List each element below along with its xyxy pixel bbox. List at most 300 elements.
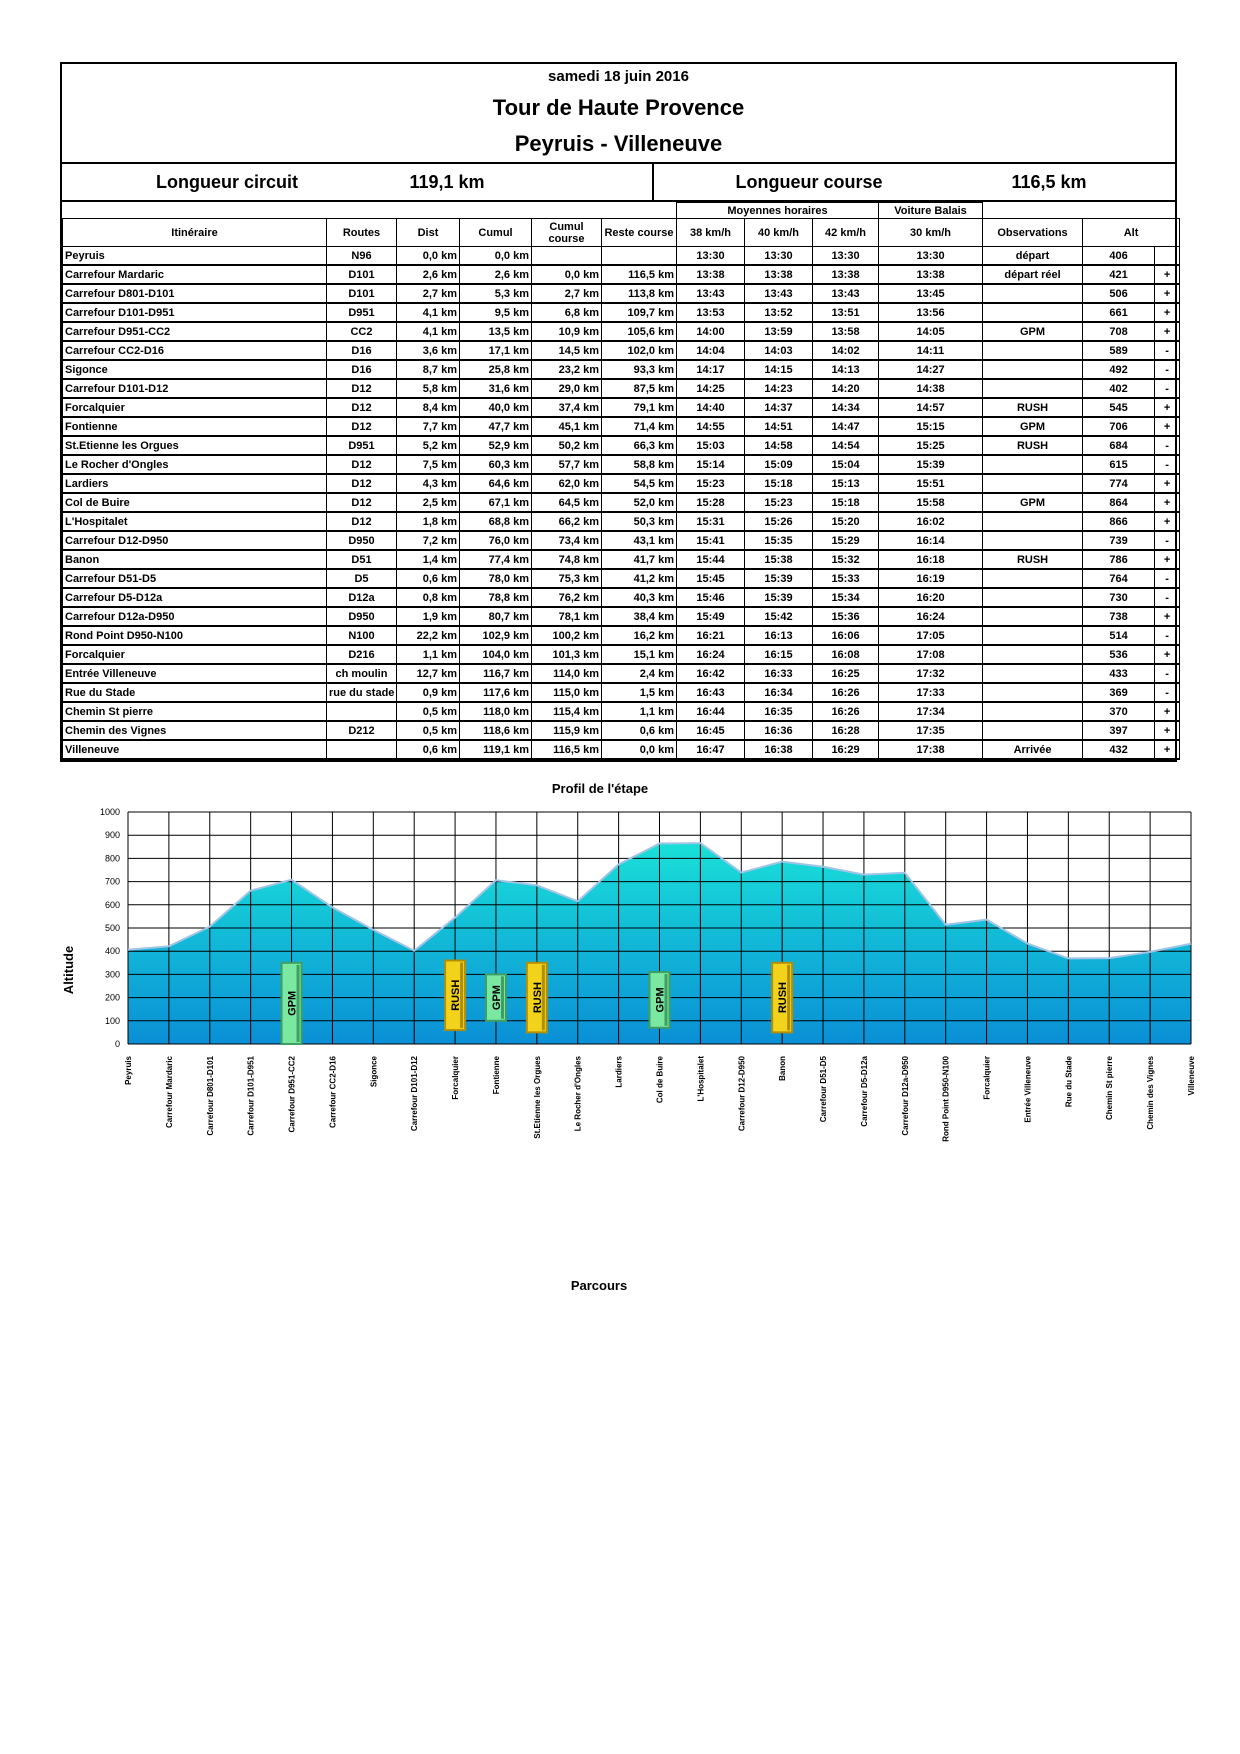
cell-it: Carrefour D101-D951 [63,303,327,322]
cell-sg: + [1155,474,1180,493]
cell-rc: 50,3 km [602,512,677,531]
schedule-sheet [60,62,1177,762]
table-row [63,436,1180,455]
y-tick-label: 100 [104,1015,120,1026]
col-reste-course: Reste course [602,219,677,247]
x-tick-label: L'Hospitalet [696,1056,706,1102]
race-title: Tour de Haute Provence [492,95,745,120]
cell-t40: 15:26 [745,512,813,531]
cell-sg: + [1155,322,1180,341]
cell-dist: 2,6 km [397,265,460,284]
cell-t40: 14:15 [745,360,813,379]
cell-t40: 16:36 [745,721,813,740]
col-dist: Dist [397,219,460,247]
x-tick-label: Carrefour CC2-D16 [328,1056,338,1129]
cell-it: Rue du Stade [63,683,327,702]
table-row [63,322,1180,341]
x-tick-label: Carrefour D51-D5 [819,1056,829,1123]
cell-sg: - [1155,626,1180,645]
table-row [63,626,1180,645]
cell-t38: 15:14 [677,455,745,474]
cell-obs: départ réel [983,265,1083,284]
y-tick-label: 500 [104,923,120,933]
cell-t42: 15:34 [813,588,879,607]
cell-it: Forcalquier [63,398,327,417]
cell-rc: 0,0 km [602,740,677,759]
cell-t42: 15:18 [813,493,879,512]
col-itineraire: Itinéraire [63,219,327,247]
cell-rc: 40,3 km [602,588,677,607]
cell-t30: 14:27 [879,360,983,379]
cell-t38: 15:23 [677,474,745,493]
cell-t38: 13:38 [677,265,745,284]
cell-it: Lardiers [63,474,327,493]
cell-t30: 15:39 [879,455,983,474]
cell-alt: 545 [1083,398,1155,417]
cell-t42: 15:13 [813,474,879,493]
cell-alt: 370 [1083,702,1155,721]
cell-t30: 13:38 [879,265,983,284]
cell-obs [983,284,1083,303]
cell-obs [983,645,1083,664]
gpm-marker-label: GPM [654,987,667,1013]
cell-t30: 17:32 [879,664,983,683]
cell-t30: 15:15 [879,417,983,436]
cell-sg: - [1155,588,1180,607]
cell-t38: 14:17 [677,360,745,379]
cell-obs [983,721,1083,740]
race-date: samedi 18 juin 2016 [548,68,689,85]
cell-rc: 116,5 km [602,265,677,284]
cell-it: Carrefour D101-D12 [63,379,327,398]
table-row [63,341,1180,360]
cell-cumul: 13,5 km [460,322,532,341]
table-row [63,569,1180,588]
cell-t42: 15:32 [813,550,879,569]
cell-t38: 14:55 [677,417,745,436]
cell-t40: 13:30 [745,247,813,266]
cell-cc: 100,2 km [532,626,602,645]
cell-dist: 0,6 km [397,740,460,759]
cell-cumul: 119,1 km [460,740,532,759]
cell-obs [983,607,1083,626]
cell-dist: 0,8 km [397,588,460,607]
cell-cc: 115,4 km [532,702,602,721]
x-tick-label: Villeneuve [1187,1056,1196,1096]
x-tick-label: Rond Point D950-N100 [941,1056,951,1142]
cell-cc: 45,1 km [532,417,602,436]
col-cumul-course: Cumul course [532,219,602,247]
cell-obs [983,626,1083,645]
sheet-header [60,62,1177,162]
cell-sg: - [1155,455,1180,474]
col-38: 38 km/h [677,219,745,247]
cell-obs: RUSH [983,398,1083,417]
cell-t42: 13:30 [813,247,879,266]
cell-alt: 421 [1083,265,1155,284]
cell-t42: 14:54 [813,436,879,455]
cell-t38: 16:24 [677,645,745,664]
cell-t30: 17:38 [879,740,983,759]
cell-cc: 75,3 km [532,569,602,588]
cell-it: Carrefour D12a-D950 [63,607,327,626]
x-tick-label: Chemin St pierre [1105,1056,1115,1121]
cell-t40: 16:15 [745,645,813,664]
cell-it: Sigonce [63,360,327,379]
cell-t42: 15:20 [813,512,879,531]
table-row [63,721,1180,740]
cell-obs [983,569,1083,588]
y-tick-label: 300 [104,969,120,980]
cell-t40: 15:38 [745,550,813,569]
col-observations: Observations [983,219,1083,247]
x-tick-label: Banon [778,1056,788,1081]
course-length [654,164,1175,200]
cell-cumul: 0,0 km [460,247,532,266]
x-tick-label: Chemin des Vignes [1146,1056,1156,1130]
cell-alt: 369 [1083,683,1155,702]
table-row [63,455,1180,474]
cell-t38: 16:43 [677,683,745,702]
cell-t38: 15:31 [677,512,745,531]
y-tick-label: 400 [104,946,120,957]
cell-t30: 14:05 [879,322,983,341]
cell-it: Carrefour D801-D101 [63,284,327,303]
cell-t42: 16:26 [813,702,879,721]
x-tick-label: Carrefour D101-D951 [246,1056,256,1136]
cell-cc: 62,0 km [532,474,602,493]
gpm-marker-label: GPM [490,985,503,1011]
cell-t42: 15:29 [813,531,879,550]
cell-rt: D5 [327,569,397,588]
cell-t38: 15:28 [677,493,745,512]
cell-t42: 13:58 [813,322,879,341]
cell-cc: 29,0 km [532,379,602,398]
cell-cc: 116,5 km [532,740,602,759]
cell-t30: 16:19 [879,569,983,588]
column-header-row [63,219,1180,247]
cell-sg [1155,247,1180,266]
cell-dist: 2,5 km [397,493,460,512]
cell-rc: 54,5 km [602,474,677,493]
cell-rt [327,702,397,721]
x-tick-label: Carrefour D951-CC2 [287,1056,297,1133]
cell-cumul: 78,0 km [460,569,532,588]
cell-it: Fontienne [63,417,327,436]
cell-t30: 14:38 [879,379,983,398]
cell-t30: 15:51 [879,474,983,493]
cell-dist: 5,2 km [397,436,460,455]
cell-obs: GPM [983,493,1083,512]
cell-it: Villeneuve [63,740,327,759]
cell-cc: 73,4 km [532,531,602,550]
cell-t38: 14:04 [677,341,745,360]
cell-obs [983,588,1083,607]
cell-it: Forcalquier [63,645,327,664]
cell-obs: départ [983,247,1083,266]
table-row [63,474,1180,493]
cell-alt: 406 [1083,247,1155,266]
cell-t40: 14:37 [745,398,813,417]
cell-sg: - [1155,569,1180,588]
cell-it: Rond Point D950-N100 [63,626,327,645]
cell-cumul: 5,3 km [460,284,532,303]
y-tick-label: 0 [114,1039,120,1049]
col-cumul: Cumul [460,219,532,247]
table-row [63,398,1180,417]
cell-t38: 16:44 [677,702,745,721]
cell-cc: 101,3 km [532,645,602,664]
cell-cumul: 77,4 km [460,550,532,569]
cell-obs [983,303,1083,322]
cell-dist: 0,5 km [397,721,460,740]
cell-obs [983,512,1083,531]
cell-cumul: 76,0 km [460,531,532,550]
x-tick-label: St.Etienne les Orgues [532,1056,542,1139]
table-row [63,493,1180,512]
cell-cc: 76,2 km [532,588,602,607]
col-alt: Alt [1083,219,1180,247]
chart-xlabel: Parcours [570,1278,628,1293]
x-tick-label: Le Rocher d'Ongles [573,1056,583,1132]
cell-t42: 14:13 [813,360,879,379]
cell-it: L'Hospitalet [63,512,327,531]
cell-sg: + [1155,550,1180,569]
table-row [63,512,1180,531]
cell-cc: 66,2 km [532,512,602,531]
cell-sg: + [1155,607,1180,626]
cell-cumul: 52,9 km [460,436,532,455]
cell-obs: RUSH [983,550,1083,569]
x-tick-label: Sigonce [369,1056,379,1088]
cell-t40: 14:23 [745,379,813,398]
cell-rc: 1,5 km [602,683,677,702]
length-row [60,162,1177,202]
cell-t38: 13:43 [677,284,745,303]
table-row [63,360,1180,379]
table-row [63,379,1180,398]
cell-rc: 15,1 km [602,645,677,664]
cell-cumul: 68,8 km [460,512,532,531]
table-row [63,588,1180,607]
cell-it: Carrefour D5-D12a [63,588,327,607]
cell-t30: 17:35 [879,721,983,740]
cell-cumul: 118,6 km [460,721,532,740]
cell-t42: 14:02 [813,341,879,360]
cell-obs: RUSH [983,436,1083,455]
cell-cc: 57,7 km [532,455,602,474]
cell-rc: 1,1 km [602,702,677,721]
cell-t40: 15:18 [745,474,813,493]
cell-sg: + [1155,284,1180,303]
cell-rt: N96 [327,247,397,266]
course-length-label: Longueur course [735,171,883,192]
table-row [63,740,1180,759]
cell-sg: + [1155,702,1180,721]
cell-alt: 864 [1083,493,1155,512]
cell-rt: D950 [327,607,397,626]
cell-it: Chemin des Vignes [63,721,327,740]
cell-t42: 15:04 [813,455,879,474]
table-row [63,664,1180,683]
cell-t40: 15:09 [745,455,813,474]
cell-dist: 7,5 km [397,455,460,474]
cell-obs [983,531,1083,550]
cell-t38: 14:00 [677,322,745,341]
table-row [63,265,1180,284]
cell-cc: 78,1 km [532,607,602,626]
cell-t42: 13:43 [813,284,879,303]
cell-t30: 17:08 [879,645,983,664]
x-tick-label: Rue du Stade [1064,1056,1074,1108]
cell-alt: 706 [1083,417,1155,436]
rush-marker-label: RUSH [531,982,544,1014]
cell-t42: 15:36 [813,607,879,626]
cell-cc: 0,0 km [532,265,602,284]
cell-sg: + [1155,493,1180,512]
x-tick-label: Carrefour D12a-D950 [900,1056,910,1136]
cell-rc: 102,0 km [602,341,677,360]
cell-it: Carrefour CC2-D16 [63,341,327,360]
cell-t42: 13:38 [813,265,879,284]
cell-t40: 16:33 [745,664,813,683]
cell-t30: 14:11 [879,341,983,360]
cell-cumul: 40,0 km [460,398,532,417]
cell-sg: - [1155,683,1180,702]
cell-dist: 0,6 km [397,569,460,588]
cell-rc: 93,3 km [602,360,677,379]
cell-t42: 16:29 [813,740,879,759]
table-row [63,645,1180,664]
cell-obs [983,702,1083,721]
table-row [63,550,1180,569]
cell-t38: 14:25 [677,379,745,398]
cell-rt: D16 [327,360,397,379]
itinerary-table-wrap [60,202,1177,762]
cell-obs [983,474,1083,493]
itinerary-table [62,202,1180,760]
cell-rc: 87,5 km [602,379,677,398]
cell-it: Carrefour D51-D5 [63,569,327,588]
cell-t42: 16:26 [813,683,879,702]
cell-cc [532,247,602,266]
cell-cumul: 2,6 km [460,265,532,284]
cell-obs: Arrivée [983,740,1083,759]
cell-rt: D12 [327,455,397,474]
x-tick-label: Forcalquier [982,1056,992,1100]
table-row [63,607,1180,626]
y-tick-label: 700 [104,876,120,887]
cell-t30: 16:14 [879,531,983,550]
cell-it: Carrefour D951-CC2 [63,322,327,341]
cell-cc: 50,2 km [532,436,602,455]
cell-t40: 16:13 [745,626,813,645]
cell-t40: 15:39 [745,569,813,588]
cell-dist: 8,4 km [397,398,460,417]
course-length-value: 116,5 km [1011,171,1087,192]
cell-cumul: 104,0 km [460,645,532,664]
cell-rc: 16,2 km [602,626,677,645]
cell-it: Entrée Villeneuve [63,664,327,683]
cell-dist: 4,1 km [397,303,460,322]
cell-cumul: 9,5 km [460,303,532,322]
cell-t30: 13:56 [879,303,983,322]
cell-t40: 14:51 [745,417,813,436]
cell-rt: ch moulin [327,664,397,683]
cell-t40: 16:34 [745,683,813,702]
cell-t40: 15:35 [745,531,813,550]
cell-cumul: 60,3 km [460,455,532,474]
y-tick-label: 200 [104,992,120,1003]
cell-t38: 15:46 [677,588,745,607]
cell-alt: 402 [1083,379,1155,398]
cell-rt: D51 [327,550,397,569]
x-tick-label: Fontienne [491,1056,501,1095]
cell-t40: 14:58 [745,436,813,455]
cell-t38: 16:42 [677,664,745,683]
cell-t38: 15:03 [677,436,745,455]
cell-dist: 0,0 km [397,247,460,266]
rush-marker-label: RUSH [450,979,463,1011]
cell-alt: 684 [1083,436,1155,455]
cell-rt: D12 [327,493,397,512]
col-30: 30 km/h [879,219,983,247]
y-tick-label: 600 [104,899,120,910]
table-row [63,247,1180,266]
cell-t30: 16:20 [879,588,983,607]
cell-rc: 109,7 km [602,303,677,322]
cell-rt: D950 [327,531,397,550]
cell-alt: 866 [1083,512,1155,531]
cell-sg: - [1155,531,1180,550]
cell-sg: - [1155,436,1180,455]
cell-t42: 16:25 [813,664,879,683]
cell-it: Col de Buire [63,493,327,512]
profile-chart [40,770,1200,1330]
cell-obs [983,341,1083,360]
cell-dist: 1,8 km [397,512,460,531]
cell-rt: D216 [327,645,397,664]
cell-alt: 774 [1083,474,1155,493]
cell-obs [983,683,1083,702]
cell-sg: + [1155,398,1180,417]
cell-rc: 71,4 km [602,417,677,436]
cell-cumul: 80,7 km [460,607,532,626]
cell-sg: - [1155,341,1180,360]
cell-it: Carrefour Mardaric [63,265,327,284]
cell-t38: 14:40 [677,398,745,417]
cell-t30: 17:34 [879,702,983,721]
cell-dist: 5,8 km [397,379,460,398]
cell-t30: 14:57 [879,398,983,417]
cell-sg: + [1155,645,1180,664]
circuit-length-value: 119,1 km [409,171,485,192]
cell-t40: 15:39 [745,588,813,607]
cell-alt: 536 [1083,645,1155,664]
cell-t38: 13:53 [677,303,745,322]
cell-t40: 15:23 [745,493,813,512]
col-42: 42 km/h [813,219,879,247]
cell-t38: 16:45 [677,721,745,740]
cell-t30: 17:33 [879,683,983,702]
cell-rt: D212 [327,721,397,740]
cell-t38: 15:45 [677,569,745,588]
cell-t30: 13:45 [879,284,983,303]
x-tick-label: Carrefour Mardaric [164,1056,174,1129]
cell-t30: 15:25 [879,436,983,455]
cell-alt: 764 [1083,569,1155,588]
table-row [63,702,1180,721]
